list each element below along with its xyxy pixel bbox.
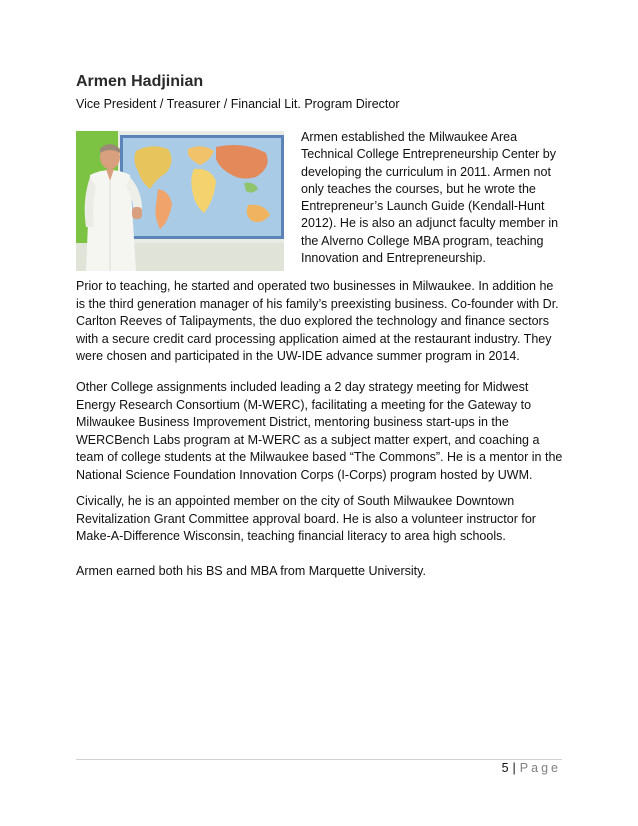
paragraph-line: Other College assignments included leading a 2 day strategy meeting for Midwest (76, 380, 529, 394)
intro-line: only teaches the courses, but he wrote the (301, 181, 536, 196)
paragraph-line: with a secure credit card processing application aimed at the restaurant industry. They (76, 331, 552, 346)
footer-divider (76, 759, 562, 760)
paragraph-education (76, 563, 576, 580)
paragraph-college-assignments (76, 379, 576, 484)
intro-line: 2012). He is also an adjunct faculty member in (301, 216, 559, 231)
paragraph-line: Prior to teaching, he started and operated two businesses in Milwaukee. In addition he (76, 279, 554, 293)
intro-line: Technical College Entrepreneurship Center by (301, 147, 557, 162)
page-footer (502, 761, 561, 775)
intro-line: Entrepreneur’s Launch Guide (Kendall-Hunt (301, 199, 545, 214)
paragraph-line: WERCBench Labs program at M-WERC as a subject matter expert, and coaching a (76, 432, 540, 447)
paragraph-civic (76, 493, 576, 546)
paragraph-line: Milwaukee Business Improvement District, mentoring business start-ups in the (76, 415, 509, 429)
paragraph-line: were chosen and participated in the UW-IDE advance summer program in 2014. (76, 349, 520, 364)
paragraph-line: Civically, he is an appointed member on the city of South Milwaukee Downtown (76, 494, 515, 508)
profile-photo (76, 131, 284, 271)
person-role: Vice President / Treasurer / Financial Lit. Program Director (76, 97, 400, 111)
paragraph-line: Revitalization Grant Committee approval board. He is also a volunteer instructor for (76, 511, 536, 526)
intro-line: Innovation and Entrepreneurship. (301, 251, 486, 266)
person-name: Armen Hadjinian (76, 73, 204, 90)
paragraph-line: is the third generation manager of his family’s preexisting business. Co-founder with Dr. (76, 296, 559, 311)
paragraph-line: team of college students at the Milwaukee based “The Commons”. He is a mentor in the (76, 450, 563, 464)
page-number: 5 (501, 761, 509, 775)
paragraph-line: Energy Research Consortium (M-WERC), facilitating a meeting for the Gateway to (76, 397, 532, 412)
paragraph-line: Armen earned both his BS and MBA from Marquette University. (76, 564, 426, 578)
paragraph-prior-teaching (76, 278, 576, 366)
paragraph-line: Make-A-Difference Wisconsin, teaching financial literacy to area high schools. (76, 529, 506, 543)
intro-paragraph (301, 129, 573, 267)
paragraph-line: National Science Foundation Innovation Corps (I-Corps) program hosted by UWM. (76, 467, 533, 482)
intro-line: developing the curriculum in 2011. Armen not (301, 164, 551, 179)
page-label: Page (519, 761, 561, 775)
footer-separator: | (512, 761, 516, 775)
intro-line: the Alverno College MBA program, teaching (301, 233, 544, 248)
intro-line: Armen established the Milwaukee Area (301, 130, 518, 144)
paragraph-line: Carlton Reeves of Talipayments, the duo explored the technology and finance sectors (76, 314, 549, 329)
